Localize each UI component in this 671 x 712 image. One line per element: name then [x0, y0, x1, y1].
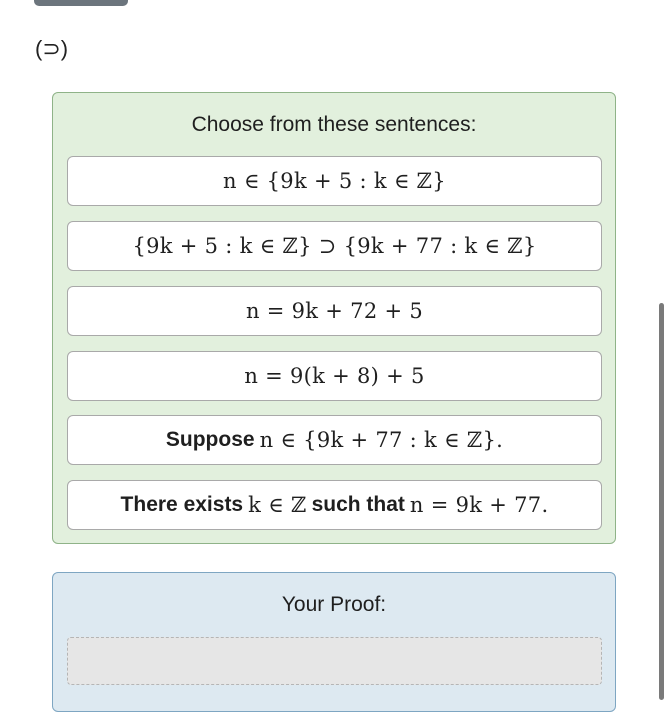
- top-tab[interactable]: [34, 0, 128, 6]
- card-math: n ∈ {9k + 5 : k ∈ ℤ}: [223, 169, 446, 193]
- card-math: n = 9(k + 8) + 5: [244, 364, 425, 388]
- card-math: k ∈ ℤ: [248, 493, 307, 517]
- sentence-card[interactable]: [67, 480, 602, 530]
- card-suffix: such that: [311, 493, 405, 516]
- part-label: (⊃): [35, 36, 69, 61]
- proof-drop-zone[interactable]: [67, 637, 602, 685]
- choices-title: Choose from these sentences:: [191, 113, 477, 136]
- card-math-2: n = 9k + 77.: [409, 493, 549, 517]
- sentence-card[interactable]: [67, 286, 602, 336]
- card-math: {9k + 5 : k ∈ ℤ} ⊃ {9k + 77 : k ∈ ℤ}: [132, 234, 537, 258]
- proof-title: Your Proof:: [281, 593, 387, 616]
- choices-panel: [52, 92, 616, 544]
- sentence-card[interactable]: [67, 415, 602, 465]
- card-math: n ∈ {9k + 77 : k ∈ ℤ}.: [259, 428, 504, 452]
- sentence-card[interactable]: [67, 221, 602, 271]
- proof-panel: [52, 572, 616, 712]
- card-prefix: Suppose: [165, 428, 255, 451]
- sentence-card[interactable]: [67, 156, 602, 206]
- card-prefix: There exists: [120, 493, 244, 516]
- scrollbar[interactable]: [659, 303, 664, 700]
- card-math: n = 9k + 72 + 5: [245, 299, 424, 323]
- sentence-card[interactable]: [67, 351, 602, 401]
